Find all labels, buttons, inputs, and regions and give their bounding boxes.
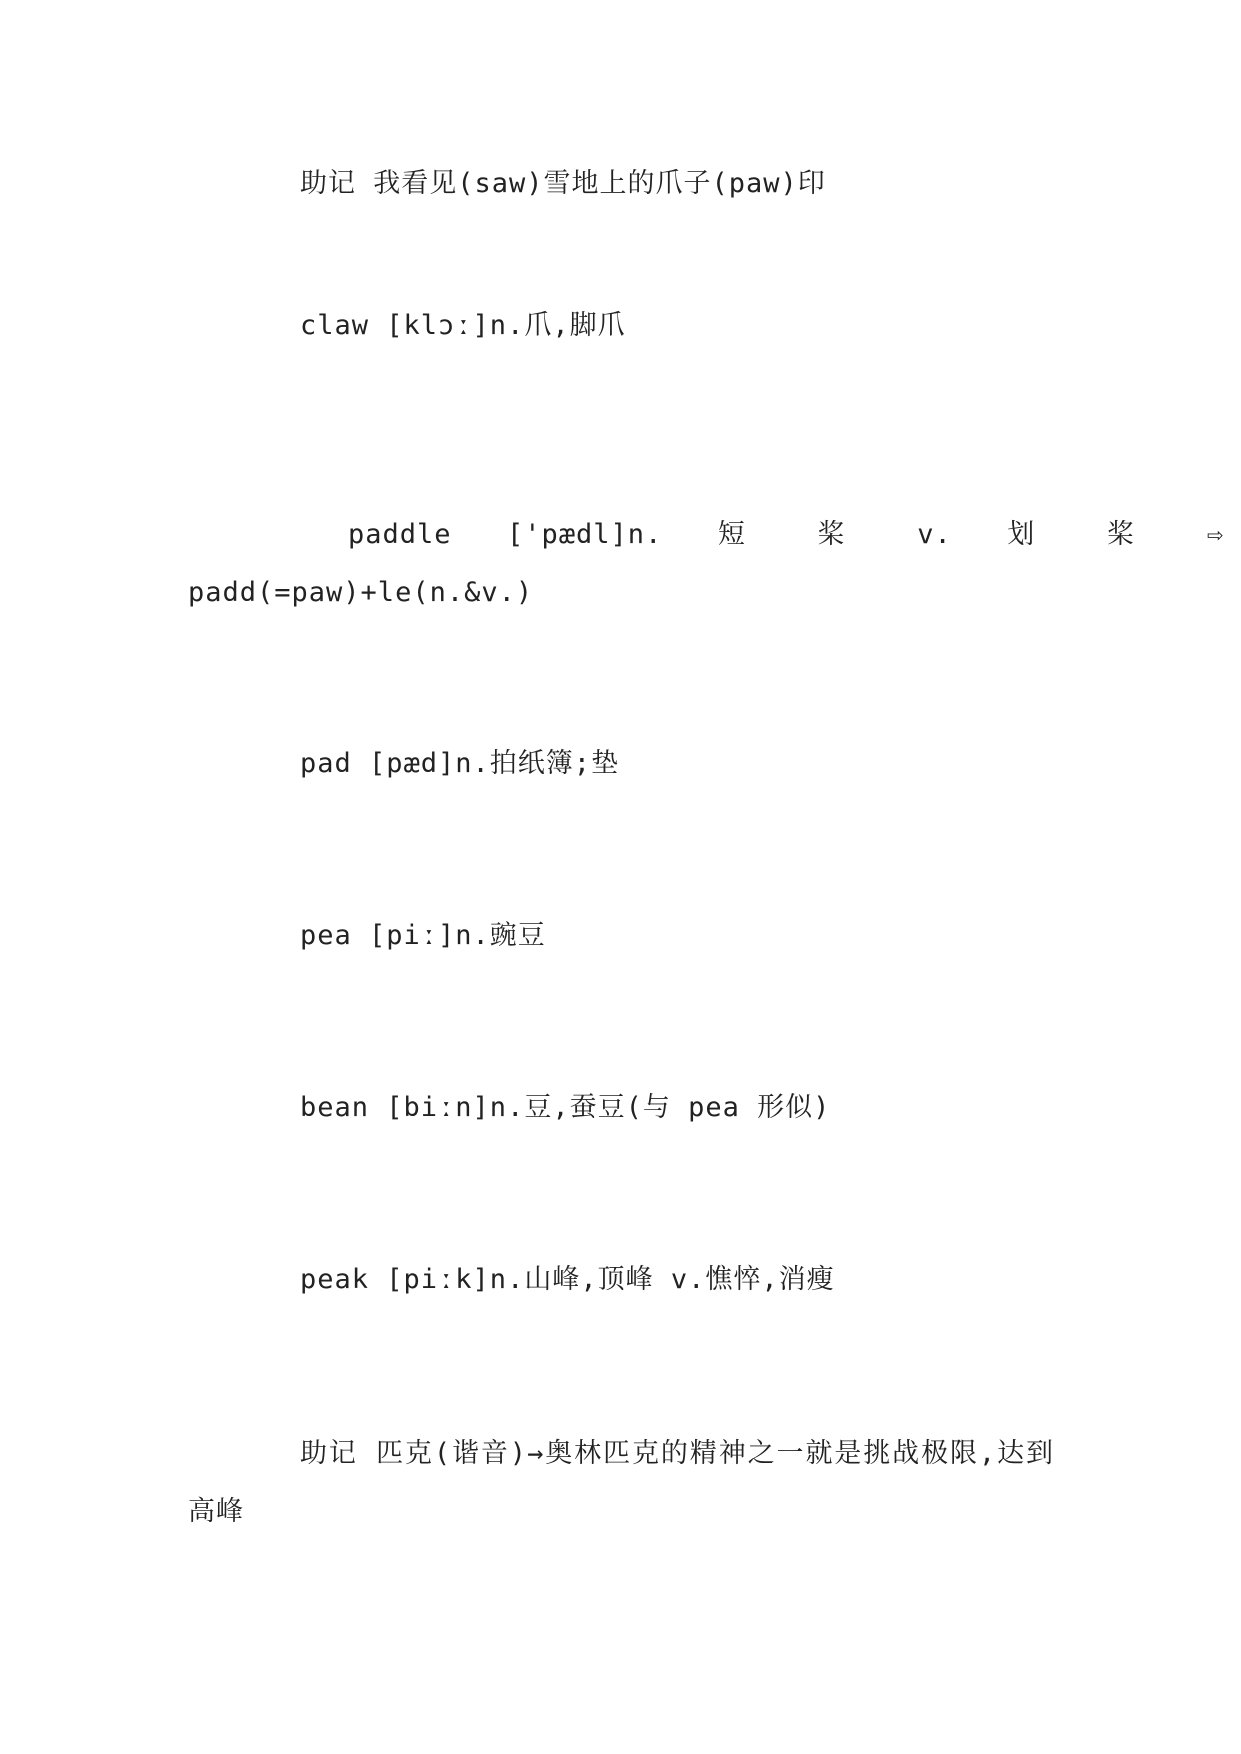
entry-claw: claw [klɔː]n.爪,脚爪 [300, 310, 626, 341]
entry-pad: pad [pæd]n.拍纸簿;垫 [300, 748, 620, 779]
mnemonic-paragraph-olympic: 助记 匹克(谐音)→奥林匹克的精神之一就是挑战极限,达到高峰 [188, 1438, 1054, 1527]
entry-paddle [188, 506, 1224, 622]
entry-paddle-line1: paddle ['pædl]n. 短 桨 v. 划 桨 ⇨ [348, 519, 1224, 550]
entry-peak: peak [piːk]n.山峰,顶峰 v.憔悴,消瘦 [300, 1264, 835, 1295]
entry-paddle-line2: padd(=paw)+le(n.&v.) [188, 577, 534, 608]
entry-bean: bean [biːn]n.豆,蚕豆(与 pea 形似) [300, 1092, 831, 1123]
mnemonic-paragraph-saw-paw: 助记 我看见(saw)雪地上的爪子(paw)印 [300, 168, 826, 199]
entry-pea: pea [piː]n.豌豆 [300, 920, 546, 951]
